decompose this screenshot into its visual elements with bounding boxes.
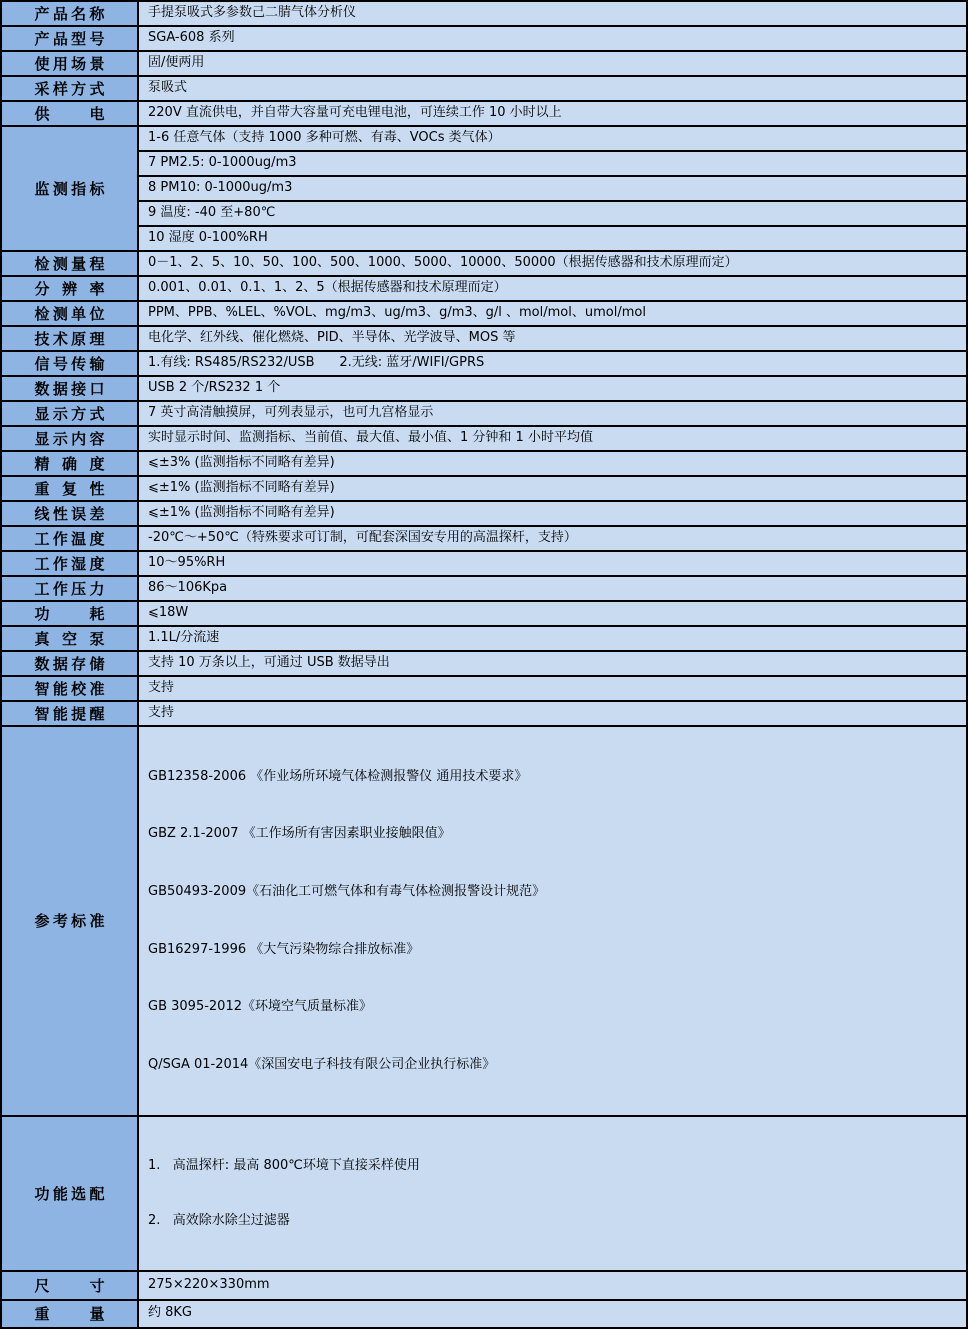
reference-standard-line: GB 3095-2012《环境空气质量标准》 bbox=[148, 999, 372, 1015]
row-label-power-consumption bbox=[1, 601, 138, 626]
reference-standard-line: GBZ 2.1-2007 《工作场所有害因素职业接触限值》 bbox=[148, 826, 451, 842]
table-row bbox=[1, 576, 967, 601]
row-value-monitoring-item-5: 10 湿度 0-100%RH bbox=[138, 226, 967, 251]
row-value-monitoring-item-3: 8 PM10: 0-1000ug/m3 bbox=[138, 176, 967, 201]
row-label-text: 精确度 bbox=[34, 455, 105, 473]
row-label-text: 显示方式 bbox=[34, 405, 105, 423]
table-row bbox=[1, 526, 967, 551]
row-label-text: 工作湿度 bbox=[34, 555, 105, 573]
table-row bbox=[1, 126, 967, 151]
row-value-repeatability: ⩽±1% (监测指标不同略有差异) bbox=[138, 476, 967, 501]
table-row bbox=[1, 426, 967, 451]
row-value-product-model: SGA-608 系列 bbox=[138, 26, 967, 51]
reference-standard-line: GB16297-1996 《大气污染物综合排放标准》 bbox=[148, 941, 420, 957]
table-row bbox=[1, 151, 967, 176]
row-label-smart-calibration bbox=[1, 676, 138, 701]
row-label-detection-range bbox=[1, 251, 138, 276]
row-label-product-name bbox=[1, 1, 138, 26]
row-value-dimensions: 275×220×330mm bbox=[138, 1271, 967, 1300]
table-row bbox=[1, 651, 967, 676]
table-row bbox=[1, 401, 967, 426]
row-label-text: 技术原理 bbox=[34, 330, 105, 348]
row-label-optional-features bbox=[1, 1116, 138, 1271]
row-label-text: 真空泵 bbox=[34, 630, 105, 648]
table-row bbox=[1, 701, 967, 726]
reference-standard-line: Q/SGA 01-2014《深国安电子科技有限公司企业执行标准》 bbox=[148, 1057, 496, 1073]
table-row bbox=[1, 1300, 967, 1328]
table-row bbox=[1, 476, 967, 501]
row-label-text: 数据接口 bbox=[34, 380, 105, 398]
row-value-power-consumption: ⩽18W bbox=[138, 601, 967, 626]
table-row bbox=[1, 601, 967, 626]
row-label-detection-units bbox=[1, 301, 138, 326]
row-label-text: 功能选配 bbox=[34, 1184, 105, 1203]
row-label-display-content bbox=[1, 426, 138, 451]
table-row bbox=[1, 226, 967, 251]
row-label-signal-transmission bbox=[1, 351, 138, 376]
table-row bbox=[1, 626, 967, 651]
row-label-display-mode bbox=[1, 401, 138, 426]
row-value-working-temperature: -20℃～+50℃（特殊要求可订制，可配套深国安专用的高温探杆，支持） bbox=[138, 526, 967, 551]
row-label-text: 使用场景 bbox=[34, 55, 105, 73]
row-label-data-storage bbox=[1, 651, 138, 676]
row-label-power-supply bbox=[1, 101, 138, 126]
row-value-smart-calibration: 支持 bbox=[138, 676, 967, 701]
row-label-weight bbox=[1, 1300, 138, 1328]
table-row bbox=[1, 501, 967, 526]
row-label-working-temperature bbox=[1, 526, 138, 551]
row-label-working-pressure bbox=[1, 576, 138, 601]
row-label-data-interface bbox=[1, 376, 138, 401]
row-label-dimensions bbox=[1, 1271, 138, 1300]
table-row bbox=[1, 251, 967, 276]
table-row bbox=[1, 451, 967, 476]
table-row bbox=[1, 726, 967, 1116]
row-value-signal-transmission: 1.有线: RS485/RS232/USB 2.无线: 蓝牙/WIFI/GPRS bbox=[138, 351, 967, 376]
row-label-product-model bbox=[1, 26, 138, 51]
row-label-repeatability bbox=[1, 476, 138, 501]
row-label-text: 功耗 bbox=[34, 605, 105, 623]
row-value-reference-standards bbox=[138, 726, 967, 1116]
row-value-monitoring-item-1: 1-6 任意气体（支持 1000 多种可燃、有毒、VOCs 类气体） bbox=[138, 126, 967, 151]
row-label-text: 重复性 bbox=[34, 480, 105, 498]
row-label-text: 检测单位 bbox=[34, 305, 105, 323]
table-row bbox=[1, 376, 967, 401]
table-row bbox=[1, 351, 967, 376]
row-label-text: 线性误差 bbox=[34, 505, 105, 523]
row-label-vacuum-pump bbox=[1, 626, 138, 651]
row-label-text: 产品名称 bbox=[34, 5, 105, 23]
row-label-accuracy bbox=[1, 451, 138, 476]
row-label-monitoring-indicators bbox=[1, 126, 138, 251]
row-value-technical-principle: 电化学、红外线、催化燃烧、PID、半导体、光学波导、MOS 等 bbox=[138, 326, 967, 351]
table-row bbox=[1, 1271, 967, 1300]
row-value-monitoring-item-2: 7 PM2.5: 0-1000ug/m3 bbox=[138, 151, 967, 176]
row-label-text: 数据存储 bbox=[34, 655, 105, 673]
table-row bbox=[1, 301, 967, 326]
table-row bbox=[1, 76, 967, 101]
row-value-linearity-error: ⩽±1% (监测指标不同略有差异) bbox=[138, 501, 967, 526]
row-label-working-humidity bbox=[1, 551, 138, 576]
row-value-data-storage: 支持 10 万条以上，可通过 USB 数据导出 bbox=[138, 651, 967, 676]
row-label-sampling-method bbox=[1, 76, 138, 101]
row-label-smart-reminder bbox=[1, 701, 138, 726]
row-value-working-humidity: 10～95%RH bbox=[138, 551, 967, 576]
row-label-text: 信号传输 bbox=[34, 355, 105, 373]
row-value-optional-features bbox=[138, 1116, 967, 1271]
row-label-text: 工作温度 bbox=[34, 530, 105, 548]
row-value-weight: 约 8KG bbox=[138, 1300, 967, 1328]
table-row bbox=[1, 676, 967, 701]
row-value-product-name: 手提泵吸式多参数己二腈气体分析仪 bbox=[138, 1, 967, 26]
row-value-display-mode: 7 英寸高清触摸屏，可列表显示，也可九宫格显示 bbox=[138, 401, 967, 426]
row-value-monitoring-item-4: 9 温度: -40 至+80℃ bbox=[138, 201, 967, 226]
reference-standard-line: GB50493-2009《石油化工可燃气体和有毒气体检测报警设计规范》 bbox=[148, 884, 546, 900]
row-label-text: 智能提醒 bbox=[34, 705, 105, 723]
row-label-text: 智能校准 bbox=[34, 680, 105, 698]
row-label-resolution bbox=[1, 276, 138, 301]
row-label-text: 供电 bbox=[34, 105, 105, 123]
row-label-text: 显示内容 bbox=[34, 430, 105, 448]
row-value-data-interface: USB 2 个/RS232 1 个 bbox=[138, 376, 967, 401]
table-row bbox=[1, 176, 967, 201]
row-value-vacuum-pump: 1.1L/分流速 bbox=[138, 626, 967, 651]
row-label-text: 工作压力 bbox=[34, 580, 105, 598]
table-row bbox=[1, 101, 967, 126]
row-label-text: 尺寸 bbox=[34, 1276, 105, 1295]
optional-feature-line: 1. 高温探杆: 最高 800℃环境下直接采样使用 bbox=[148, 1157, 420, 1173]
row-label-text: 重量 bbox=[34, 1305, 105, 1324]
row-value-accuracy: ⩽±3% (监测指标不同略有差异) bbox=[138, 451, 967, 476]
row-value-detection-range: 0－1、2、5、10、50、100、500、1000、5000、10000、50000（根据传感器和技术原理而定） bbox=[138, 251, 967, 276]
row-label-text: 监测指标 bbox=[34, 180, 105, 198]
row-label-linearity-error bbox=[1, 501, 138, 526]
table-row bbox=[1, 51, 967, 76]
table-row bbox=[1, 1116, 967, 1271]
row-value-usage-scene: 固/便两用 bbox=[138, 51, 967, 76]
row-value-sampling-method: 泵吸式 bbox=[138, 76, 967, 101]
row-label-text: 检测量程 bbox=[34, 255, 105, 273]
row-value-resolution: 0.001、0.01、0.1、1、2、5（根据传感器和技术原理而定） bbox=[138, 276, 967, 301]
row-value-display-content: 实时显示时间、监测指标、当前值、最大值、最小值、1 分钟和 1 小时平均值 bbox=[138, 426, 967, 451]
row-label-usage-scene bbox=[1, 51, 138, 76]
table-row bbox=[1, 326, 967, 351]
row-value-smart-reminder: 支持 bbox=[138, 701, 967, 726]
row-label-text: 参考标准 bbox=[34, 912, 105, 931]
row-label-text: 产品型号 bbox=[34, 30, 105, 48]
row-label-technical-principle bbox=[1, 326, 138, 351]
table-row bbox=[1, 551, 967, 576]
table-row bbox=[1, 26, 967, 51]
row-label-text: 采样方式 bbox=[34, 80, 105, 98]
row-value-power-supply: 220V 直流供电，并自带大容量可充电锂电池，可连续工作 10 小时以上 bbox=[138, 101, 967, 126]
row-label-reference-standards bbox=[1, 726, 138, 1116]
table-row bbox=[1, 276, 967, 301]
row-label-text: 分辨率 bbox=[34, 280, 105, 298]
table-row bbox=[1, 1, 967, 26]
optional-feature-line: 2. 高效除水除尘过滤器 bbox=[148, 1213, 290, 1229]
reference-standard-line: GB12358-2006 《作业场所环境气体检测报警仪 通用技术要求》 bbox=[148, 768, 528, 784]
row-value-working-pressure: 86～106Kpa bbox=[138, 576, 967, 601]
row-value-detection-units: PPM、PPB、%LEL、%VOL、mg/m3、ug/m3、g/m3、g/l 、mol/mol、umol/mol bbox=[138, 301, 967, 326]
table-row bbox=[1, 201, 967, 226]
